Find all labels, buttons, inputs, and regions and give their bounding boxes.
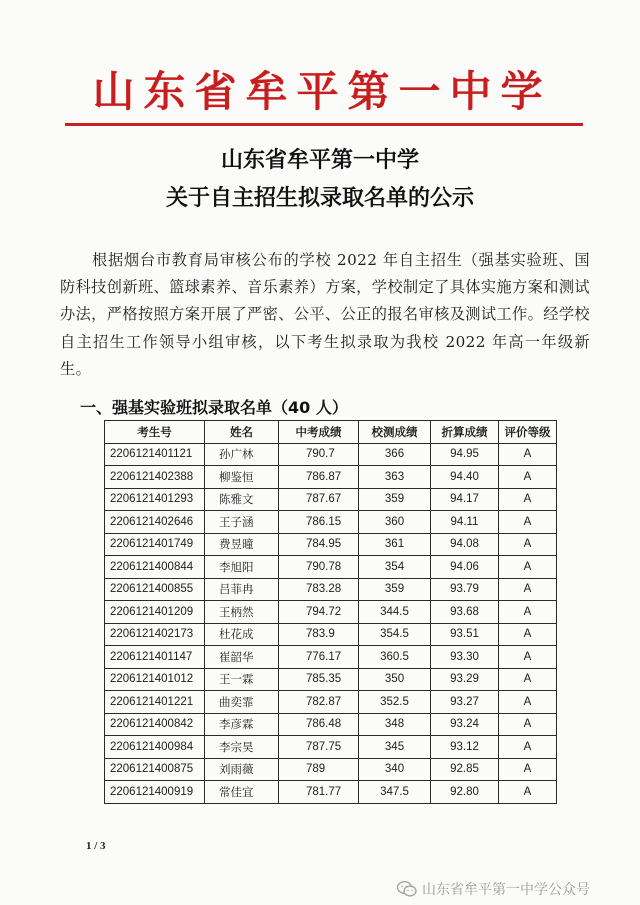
cell-name: 常佳宜 [205,781,279,804]
table-row [105,466,557,489]
cell-exam-id: 2206121400855 [105,578,205,601]
cell-evaluation-grade: A [499,668,557,691]
cell-converted-score: 94.11 [431,511,499,534]
cell-converted-score: 93.68 [431,601,499,624]
watermark [396,878,590,900]
cell-school-test-score: 354 [359,556,431,579]
cell-zhongkao-score: 783.9 [279,623,359,646]
header-exam-id: 考生号 [105,421,205,444]
table-row [105,736,557,759]
cell-evaluation-grade: A [499,713,557,736]
cell-exam-id: 2206121400842 [105,713,205,736]
cell-exam-id: 2206121400875 [105,758,205,781]
cell-evaluation-grade: A [499,578,557,601]
cell-zhongkao-score: 776.17 [279,646,359,669]
header-name: 姓名 [205,421,279,444]
cell-evaluation-grade: A [499,736,557,759]
letterhead-rule [65,123,583,126]
section-heading: 一、强基实验班拟录取名单（40 人） [80,398,348,417]
cell-exam-id: 2206121401749 [105,533,205,556]
cell-exam-id: 2206121402646 [105,511,205,534]
cell-exam-id: 2206121401147 [105,646,205,669]
table-row [105,713,557,736]
cell-zhongkao-score: 783.28 [279,578,359,601]
table-row [105,758,557,781]
table-row [105,578,557,601]
cell-school-test-score: 348 [359,713,431,736]
cell-zhongkao-score: 789 [279,758,359,781]
cell-school-test-score: 347.5 [359,781,431,804]
cell-exam-id: 2206121400919 [105,781,205,804]
cell-converted-score: 92.85 [431,758,499,781]
cell-name: 曲奕霏 [205,691,279,714]
header-converted-score: 折算成绩 [431,421,499,444]
cell-evaluation-grade: A [499,511,557,534]
cell-exam-id: 2206121401012 [105,668,205,691]
cell-school-test-score: 344.5 [359,601,431,624]
cell-name: 王子涵 [205,511,279,534]
cell-school-test-score: 345 [359,736,431,759]
cell-school-test-score: 363 [359,466,431,489]
cell-evaluation-grade: A [499,466,557,489]
cell-name: 柳鉴恒 [205,466,279,489]
cell-school-test-score: 366 [359,443,431,466]
table-row [105,668,557,691]
table-row [105,623,557,646]
cell-school-test-score: 354.5 [359,623,431,646]
cell-zhongkao-score: 787.67 [279,488,359,511]
cell-converted-score: 93.29 [431,668,499,691]
cell-converted-score: 94.06 [431,556,499,579]
cell-converted-score: 93.12 [431,736,499,759]
cell-school-test-score: 340 [359,758,431,781]
cell-exam-id: 2206121402173 [105,623,205,646]
table-row [105,556,557,579]
cell-evaluation-grade: A [499,443,557,466]
cell-school-test-score: 360.5 [359,646,431,669]
cell-converted-score: 94.08 [431,533,499,556]
cell-school-test-score: 361 [359,533,431,556]
cell-converted-score: 94.17 [431,488,499,511]
table-row [105,601,557,624]
table-row [105,488,557,511]
cell-name: 王柄然 [205,601,279,624]
cell-exam-id: 2206121401209 [105,601,205,624]
page-number: 1 / 3 [86,840,106,852]
cell-evaluation-grade: A [499,556,557,579]
letterhead [0,60,640,130]
cell-converted-score: 93.27 [431,691,499,714]
table-row [105,443,557,466]
document-title-line2: 关于自主招生拟录取名单的公示 [165,186,474,211]
cell-zhongkao-score: 785.35 [279,668,359,691]
cell-evaluation-grade: A [499,533,557,556]
cell-zhongkao-score: 786.15 [279,511,359,534]
table-row [105,691,557,714]
cell-evaluation-grade: A [499,488,557,511]
cell-converted-score: 94.40 [431,466,499,489]
cell-name: 崔韶华 [205,646,279,669]
cell-zhongkao-score: 781.77 [279,781,359,804]
cell-zhongkao-score: 787.75 [279,736,359,759]
cell-converted-score: 93.79 [431,578,499,601]
cell-exam-id: 2206121400984 [105,736,205,759]
cell-name: 孙广林 [205,443,279,466]
table-row [105,781,557,804]
cell-exam-id: 2206121402388 [105,466,205,489]
cell-evaluation-grade: A [499,691,557,714]
cell-evaluation-grade: A [499,758,557,781]
cell-school-test-score: 359 [359,488,431,511]
table-row [105,646,557,669]
header-evaluation-grade: 评价等级 [499,421,557,444]
cell-name: 刘雨薇 [205,758,279,781]
header-zhongkao-score: 中考成绩 [279,421,359,444]
cell-zhongkao-score: 794.72 [279,601,359,624]
cell-converted-score: 93.24 [431,713,499,736]
watermark-text: 山东省牟平第一中学公众号 [422,882,590,898]
table-body [105,443,557,803]
cell-school-test-score: 359 [359,578,431,601]
document-title-line1: 山东省牟平第一中学 [220,148,419,173]
cell-zhongkao-score: 786.48 [279,713,359,736]
cell-name: 费昱曈 [205,533,279,556]
letterhead-title: 山东省牟平第一中学 [92,67,552,116]
cell-school-test-score: 360 [359,511,431,534]
cell-name: 李宗昊 [205,736,279,759]
cell-name: 陈雅文 [205,488,279,511]
cell-name: 杜花成 [205,623,279,646]
cell-converted-score: 92.80 [431,781,499,804]
cell-converted-score: 94.95 [431,443,499,466]
table-header-row [105,421,557,444]
cell-evaluation-grade: A [499,623,557,646]
cell-zhongkao-score: 790.78 [279,556,359,579]
cell-school-test-score: 350 [359,668,431,691]
admission-table [104,420,557,804]
cell-name: 李旭阳 [205,556,279,579]
wechat-icon [396,880,418,898]
cell-school-test-score: 352.5 [359,691,431,714]
cell-zhongkao-score: 782.87 [279,691,359,714]
cell-zhongkao-score: 790.7 [279,443,359,466]
body-paragraph: 根据烟台市教育局审核公布的学校 2022 年自主招生（强基实验班、国防科技创新班、篮球素养、音乐素养）方案，学校制定了具体实施方案和测试办法，严格按照方案开展了严密、公平、公正的报名审核及测试工作。经学校自主招生工作领导小组审核，以下考生拟录取为我校 2022 年高一年级新生。 [60,251,590,378]
cell-evaluation-grade: A [499,601,557,624]
cell-exam-id: 2206121401293 [105,488,205,511]
cell-evaluation-grade: A [499,646,557,669]
cell-zhongkao-score: 784.95 [279,533,359,556]
cell-converted-score: 93.30 [431,646,499,669]
cell-name: 李彦霖 [205,713,279,736]
cell-exam-id: 2206121401121 [105,443,205,466]
cell-name: 吕菲冉 [205,578,279,601]
table-row [105,511,557,534]
cell-exam-id: 2206121400844 [105,556,205,579]
header-school-test-score: 校测成绩 [359,421,431,444]
cell-evaluation-grade: A [499,781,557,804]
cell-zhongkao-score: 786.87 [279,466,359,489]
cell-exam-id: 2206121401221 [105,691,205,714]
cell-name: 王一霖 [205,668,279,691]
table-row [105,533,557,556]
cell-converted-score: 93.51 [431,623,499,646]
